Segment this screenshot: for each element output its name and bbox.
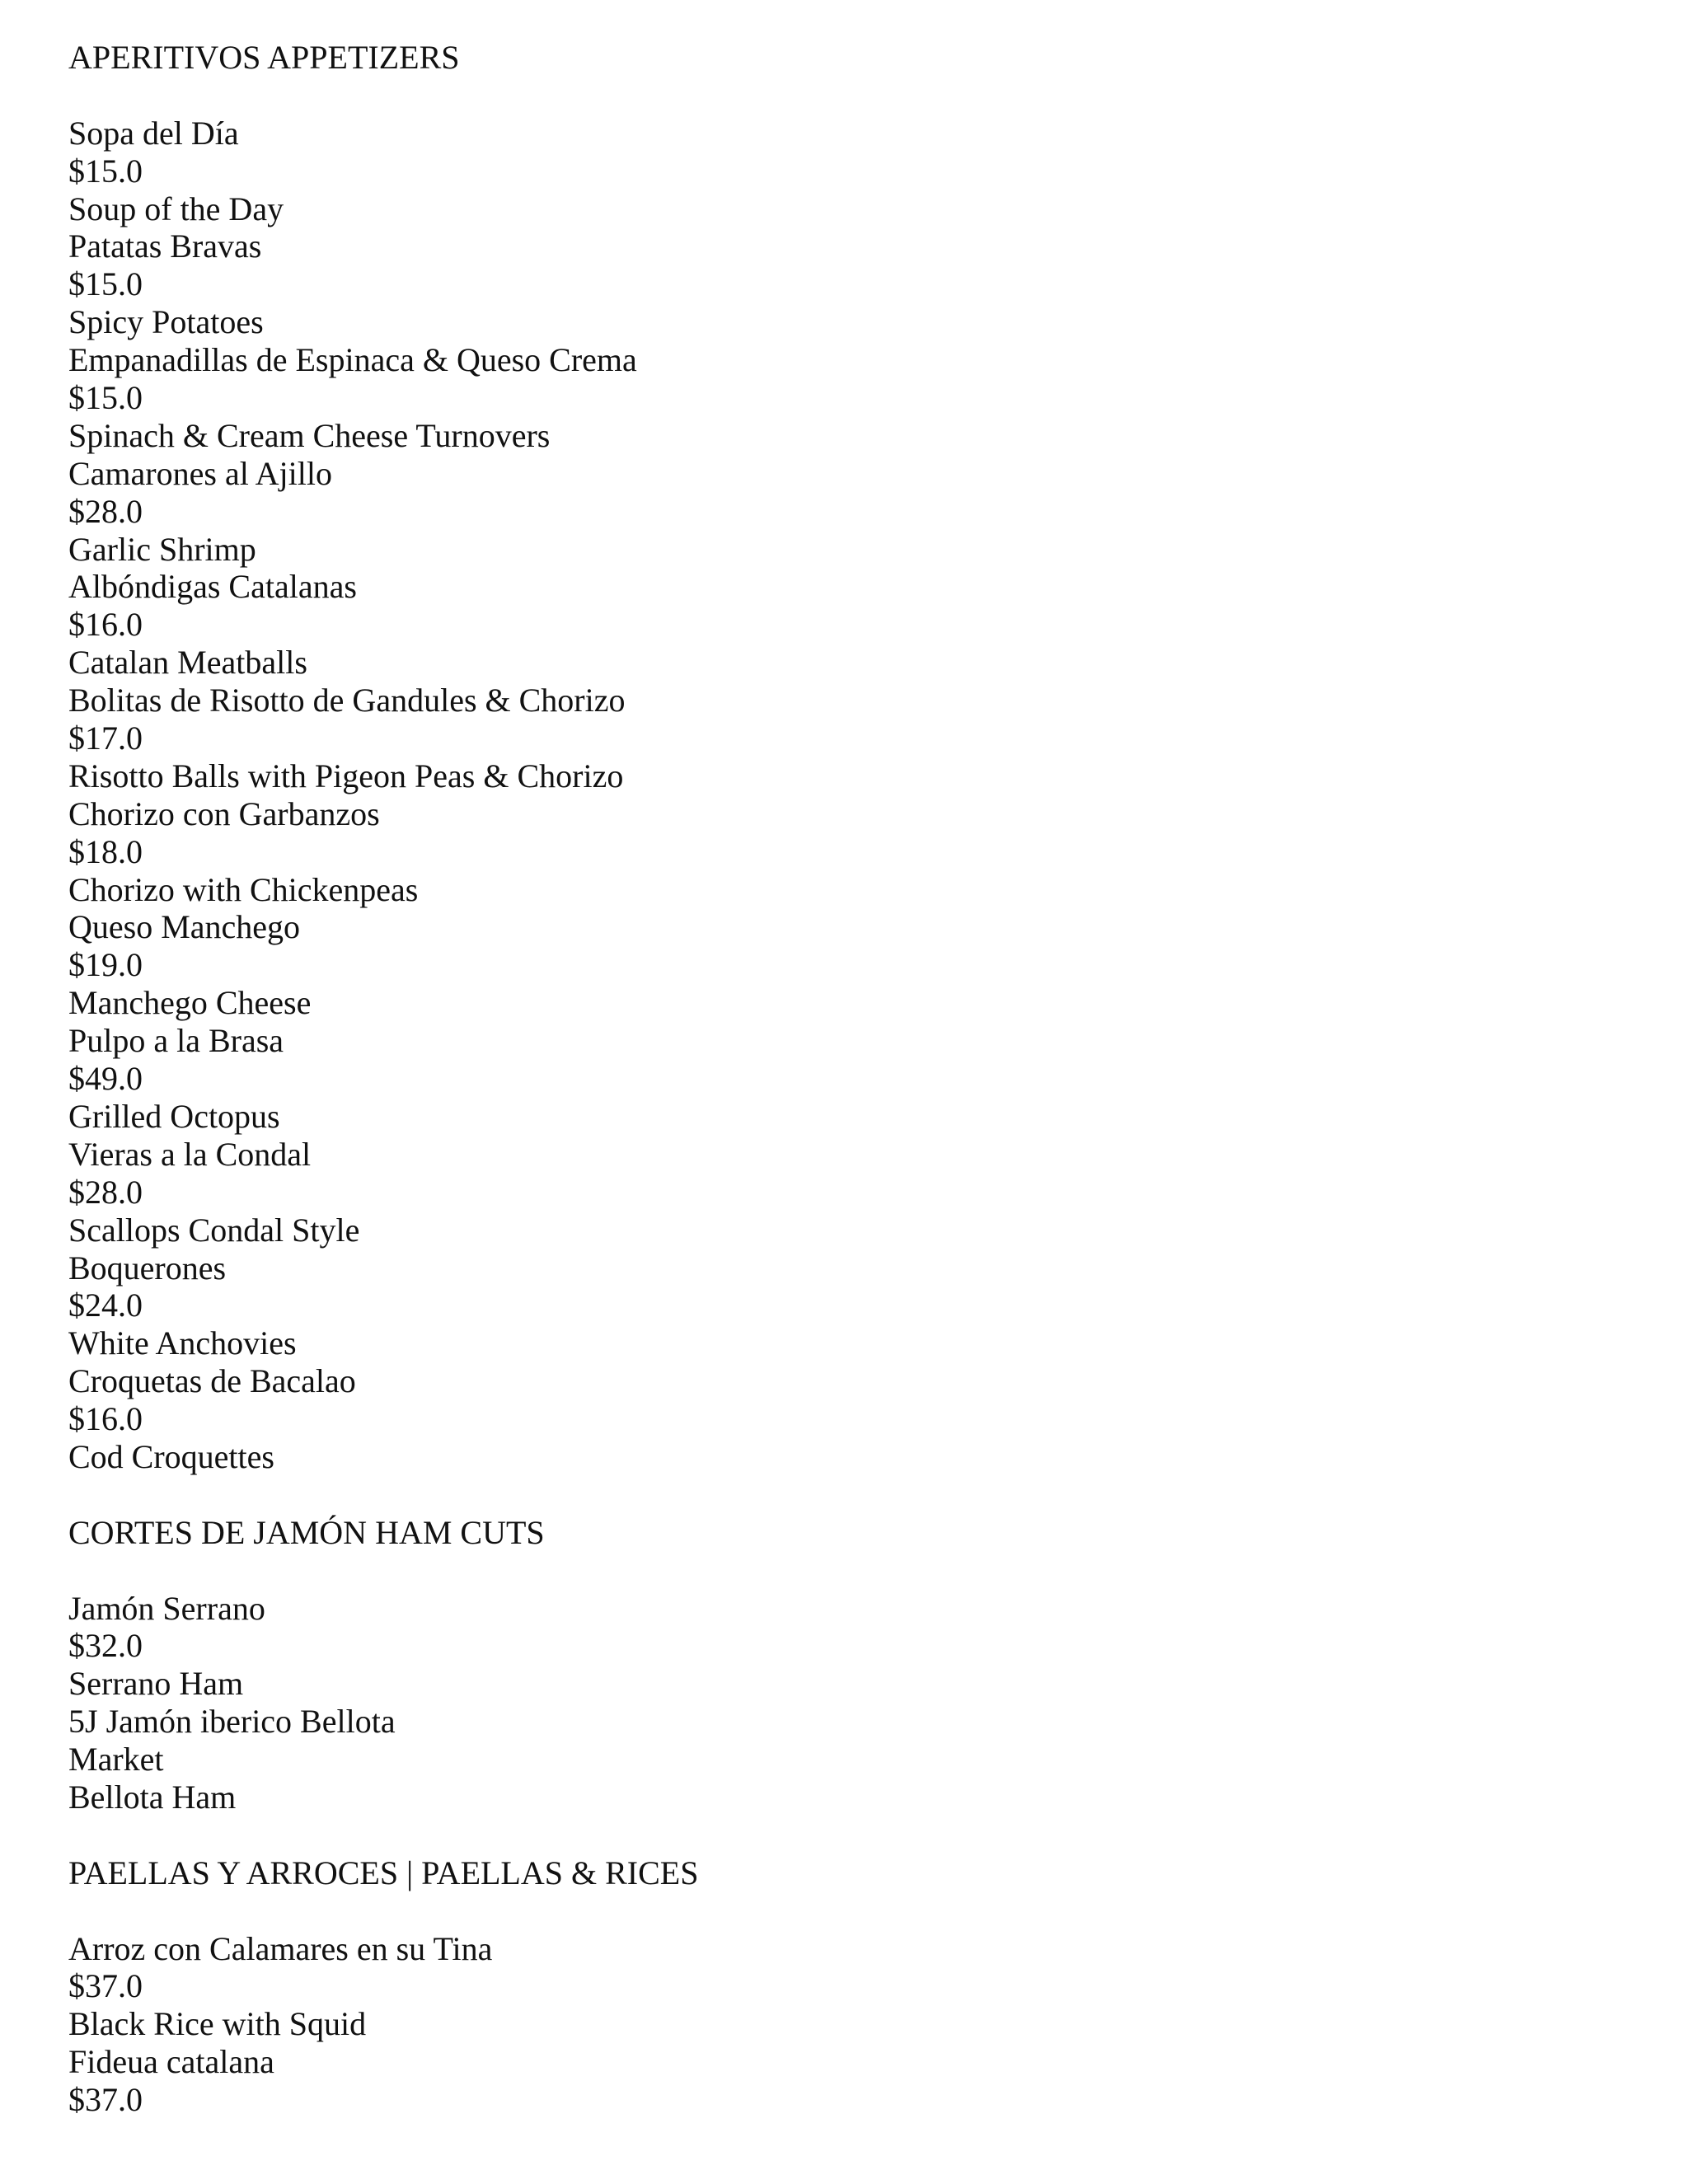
- menu-item: [68, 1590, 698, 1704]
- section-heading: PAELLAS Y ARROCES | PAELLAS & RICES: [68, 1854, 699, 1891]
- item-name: Arroz con Calamares en su Tina: [68, 1929, 493, 1967]
- item-price: $28.0: [68, 1173, 143, 1211]
- item-price: Market: [68, 1741, 164, 1779]
- menu-item: [68, 1930, 698, 2044]
- menu-items-paellas: [68, 1930, 698, 2119]
- item-price: $18.0: [68, 832, 143, 870]
- item-english-name: Grilled Octopus: [68, 1097, 280, 1135]
- menu-item: [68, 115, 698, 228]
- section-heading: CORTES DE JAMÓN HAM CUTS: [68, 1513, 545, 1551]
- item-english-name: Bellota Ham: [68, 1778, 237, 1816]
- menu-document: [68, 39, 698, 2157]
- item-name: Camarones al Ajillo: [68, 454, 332, 492]
- item-price: $37.0: [68, 1967, 143, 2005]
- item-english-name: Scallops Condal Style: [68, 1211, 360, 1249]
- section-heading: APERITIVOS APPETIZERS: [68, 39, 460, 76]
- item-price: $19.0: [68, 946, 143, 984]
- menu-item: [68, 908, 698, 1022]
- item-english-name: White Anchovies: [68, 1324, 297, 1362]
- menu-item: [68, 795, 698, 909]
- item-price: $32.0: [68, 1627, 143, 1665]
- menu-item: [68, 682, 698, 795]
- item-name: Albóndigas Catalanas: [68, 568, 357, 606]
- item-price: $16.0: [68, 1400, 143, 1438]
- item-name: Patatas Bravas: [68, 227, 262, 265]
- menu-item: [68, 455, 698, 569]
- item-english-name: Serrano Ham: [68, 1665, 244, 1703]
- menu-item: [68, 227, 698, 341]
- item-price: $17.0: [68, 719, 143, 757]
- menu-section-paellas: [68, 1854, 698, 1892]
- item-name: Fideua catalana: [68, 2043, 274, 2081]
- item-english-name: Manchego Cheese: [68, 984, 312, 1022]
- item-english-name: Black Rice with Squid: [68, 2005, 367, 2043]
- item-name: 5J Jamón iberico Bellota: [68, 1703, 396, 1741]
- item-english-name: Risotto Balls with Pigeon Peas & Chorizo: [68, 757, 624, 794]
- menu-item: [68, 568, 698, 682]
- item-english-name: Cod Croquettes: [68, 1437, 274, 1475]
- item-name: Empanadillas de Espinaca & Queso Crema: [68, 341, 637, 379]
- item-price: $15.0: [68, 265, 143, 303]
- item-name: Sopa del Día: [68, 114, 239, 152]
- item-price: $16.0: [68, 606, 143, 644]
- menu-section-ham-cuts: [68, 1514, 698, 1552]
- menu-section-appetizers: [68, 39, 698, 77]
- item-name: Vieras a la Condal: [68, 1135, 312, 1173]
- item-name: Boquerones: [68, 1249, 227, 1286]
- item-name: Chorizo con Garbanzos: [68, 794, 380, 832]
- item-english-name: Chorizo with Chickenpeas: [68, 870, 419, 908]
- menu-items-appetizers: [68, 115, 698, 1476]
- item-name: Pulpo a la Brasa: [68, 1022, 284, 1060]
- menu-item: [68, 1249, 698, 1363]
- menu-item: [68, 1703, 698, 1816]
- menu-item: [68, 2043, 698, 2119]
- item-name: Croquetas de Bacalao: [68, 1362, 356, 1400]
- item-english-name: Garlic Shrimp: [68, 530, 256, 568]
- menu-items-ham-cuts: [68, 1590, 698, 1816]
- item-name: Jamón Serrano: [68, 1589, 265, 1627]
- item-name: Queso Manchego: [68, 908, 301, 946]
- item-english-name: Soup of the Day: [68, 190, 284, 227]
- item-price: $37.0: [68, 2081, 143, 2119]
- menu-item: [68, 1362, 698, 1476]
- item-english-name: Spinach & Cream Cheese Turnovers: [68, 416, 551, 454]
- item-price: $15.0: [68, 152, 143, 190]
- item-english-name: Catalan Meatballs: [68, 644, 307, 682]
- item-price: $15.0: [68, 379, 143, 417]
- item-name: Bolitas de Risotto de Gandules & Chorizo: [68, 682, 626, 719]
- item-price: $49.0: [68, 1060, 143, 1098]
- item-price: $28.0: [68, 492, 143, 530]
- menu-item: [68, 1022, 698, 1136]
- item-english-name: Spicy Potatoes: [68, 303, 264, 341]
- menu-item: [68, 341, 698, 455]
- menu-item: [68, 1136, 698, 1249]
- item-price: $24.0: [68, 1286, 143, 1324]
